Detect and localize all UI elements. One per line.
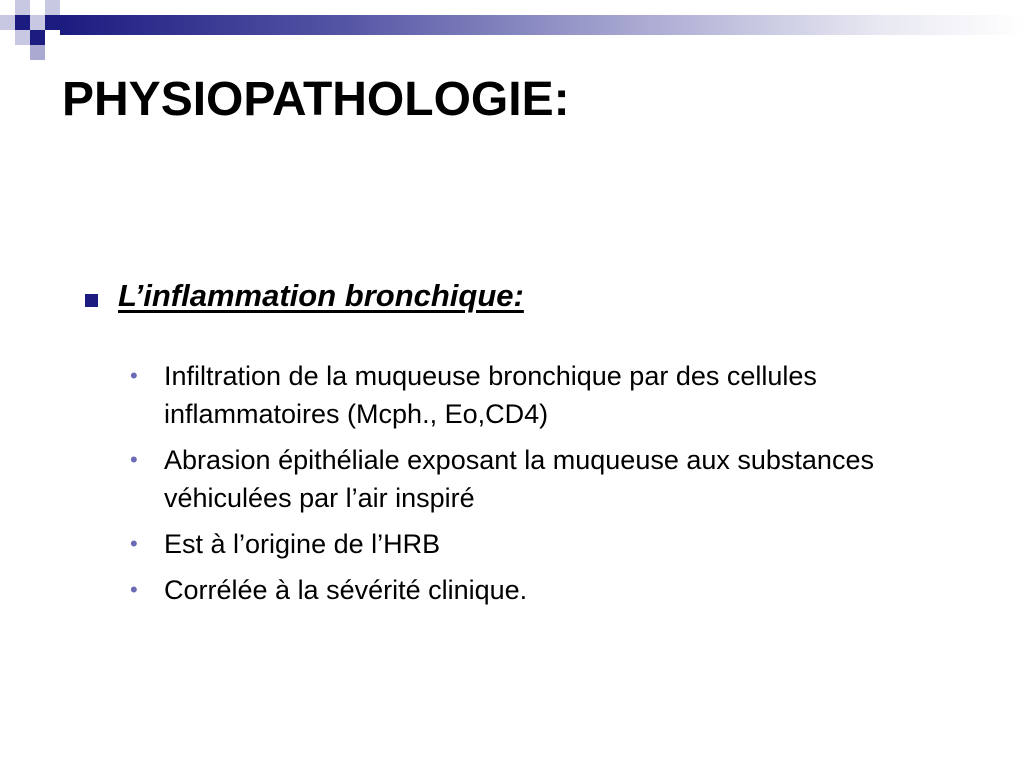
list-item (128, 441, 998, 517)
bullet-dot-icon: • (130, 447, 138, 472)
decor-square (15, 30, 30, 45)
list-item (128, 571, 998, 609)
decor-square (0, 15, 15, 30)
square-bullet-icon (85, 294, 98, 307)
bullet-dot-icon: • (130, 577, 138, 602)
decor-square (15, 15, 30, 30)
decor-square (30, 15, 45, 30)
decor-square (30, 45, 45, 60)
list-item-text: Infiltration de la muqueuse bronchique par des cellules inflammatoires (Mcph., Eo,CD4) (164, 361, 817, 429)
decor-square (45, 15, 60, 30)
decor-square (15, 0, 30, 15)
list-item (128, 525, 998, 563)
decor-square (30, 0, 45, 15)
decor-square (30, 30, 45, 45)
header-gradient-bar (60, 15, 1024, 35)
main-point: L’inflammation bronchique: (118, 278, 524, 313)
decor-square (45, 0, 60, 15)
list-item-text: Abrasion épithéliale exposant la muqueuse aux substances véhiculées par l’air inspiré (164, 445, 874, 513)
list-item (128, 357, 998, 433)
bullet-dot-icon: • (130, 363, 138, 388)
bullet-dot-icon: • (130, 531, 138, 556)
list-item-text: Est à l’origine de l’HRB (164, 529, 441, 559)
sub-point-list (128, 357, 998, 617)
slide-title: PHYSIOPATHOLOGIE: (62, 73, 570, 126)
list-item-text: Corrélée à la sévérité clinique. (164, 575, 528, 605)
